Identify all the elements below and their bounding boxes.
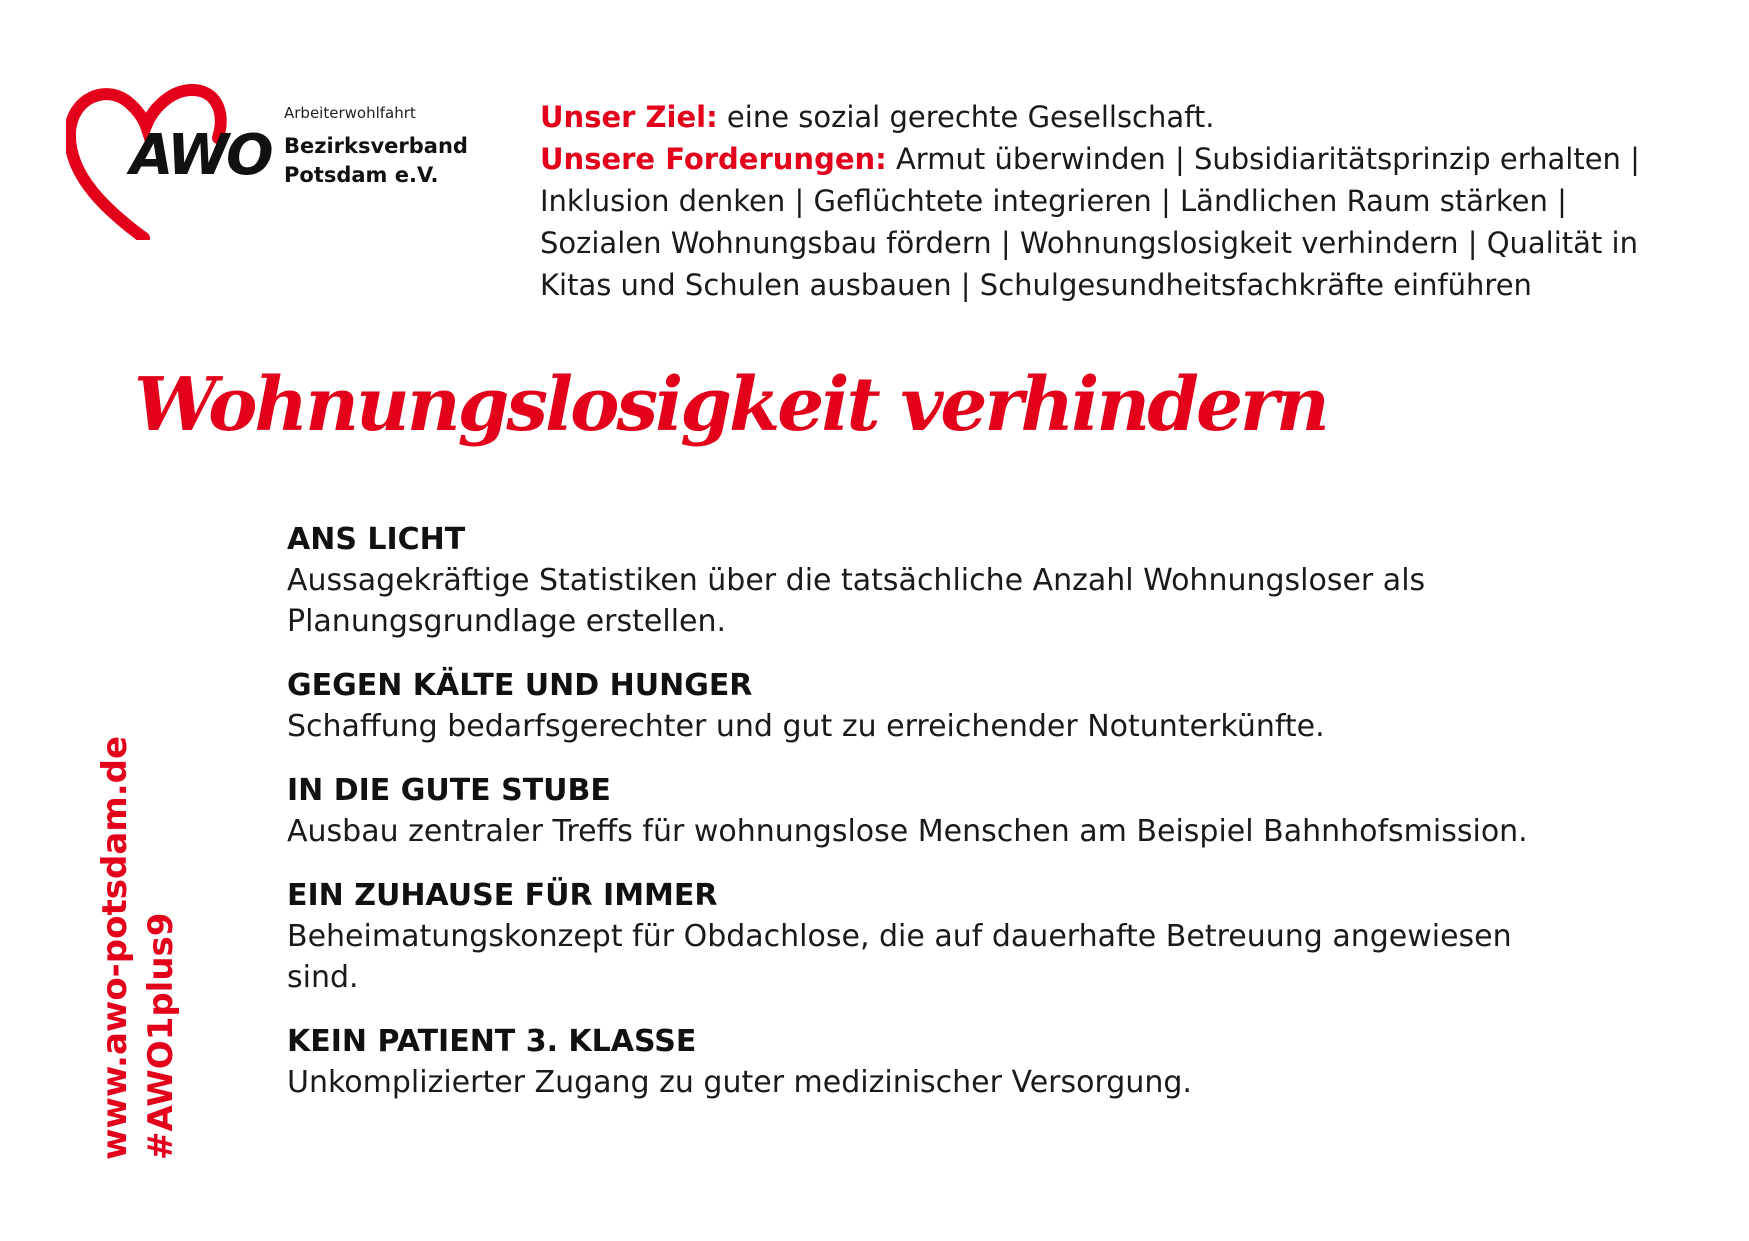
demands-label: Unsere Forderungen: xyxy=(540,142,887,176)
hashtag: #AWO1plus9 xyxy=(141,912,181,1160)
awo-wordmark: AWO xyxy=(130,123,271,188)
awo-logo xyxy=(66,80,486,240)
side-contact xyxy=(92,736,184,1160)
demands-line xyxy=(540,138,1685,306)
page-headline: Wohnungslosigkeit verhindern xyxy=(134,362,1327,448)
demands-summary: Armut überwinden | Subsidiaritätsprinzip erhalten | Inklusion denken | Geflüchtete integrieren | Ländlichen Raum stärken | Sozialen Wohnungsbau fördern | Wohnungslosigkeit verhindern | Qualität in Kitas und Schulen ausbauen | Schulgesundheitsfachkräfte einführen xyxy=(540,142,1640,302)
demand-title: EIN ZUHAUSE FÜR IMMER xyxy=(287,878,718,913)
demand-text: Schaffung bedarfsgerechter und gut zu erreichender Notunterkünfte. xyxy=(287,709,1325,744)
org-name-line1: Bezirksverband xyxy=(284,134,468,158)
org-name-line2: Potsdam e.V. xyxy=(284,163,439,187)
goal-text: eine sozial gerechte Gesellschaft. xyxy=(717,100,1215,134)
intro-block xyxy=(540,96,1685,306)
demand-text: Beheimatungskonzept für Obdachlose, die auf dauerhafte Betreuung angewiesen sind. xyxy=(287,919,1512,995)
org-name xyxy=(284,132,468,190)
demand-item xyxy=(287,520,1587,642)
demand-title: IN DIE GUTE STUBE xyxy=(287,773,611,808)
demand-item xyxy=(287,771,1587,852)
org-name-small: Arbeiterwohlfahrt xyxy=(284,104,416,122)
demand-item xyxy=(287,666,1587,747)
demand-title: GEGEN KÄLTE UND HUNGER xyxy=(287,668,753,703)
demand-text: Aussagekräftige Statistiken über die tatsächliche Anzahl Wohnungsloser als Planungsgrundlage erstellen. xyxy=(287,563,1426,639)
website-link[interactable]: www.awo-potsdam.de xyxy=(95,735,135,1160)
demand-text: Ausbau zentraler Treffs für wohnungslose Menschen am Beispiel Bahnhofsmission. xyxy=(287,814,1528,849)
demand-item xyxy=(287,876,1587,998)
goal-label: Unser Ziel: xyxy=(540,100,718,134)
demand-title: ANS LICHT xyxy=(287,522,466,557)
demands-list xyxy=(287,520,1587,1127)
demand-item xyxy=(287,1022,1587,1103)
demand-text: Unkomplizierter Zugang zu guter medizinischer Versorgung. xyxy=(287,1065,1192,1100)
demand-title: KEIN PATIENT 3. KLASSE xyxy=(287,1024,697,1059)
goal-line xyxy=(540,96,1685,138)
